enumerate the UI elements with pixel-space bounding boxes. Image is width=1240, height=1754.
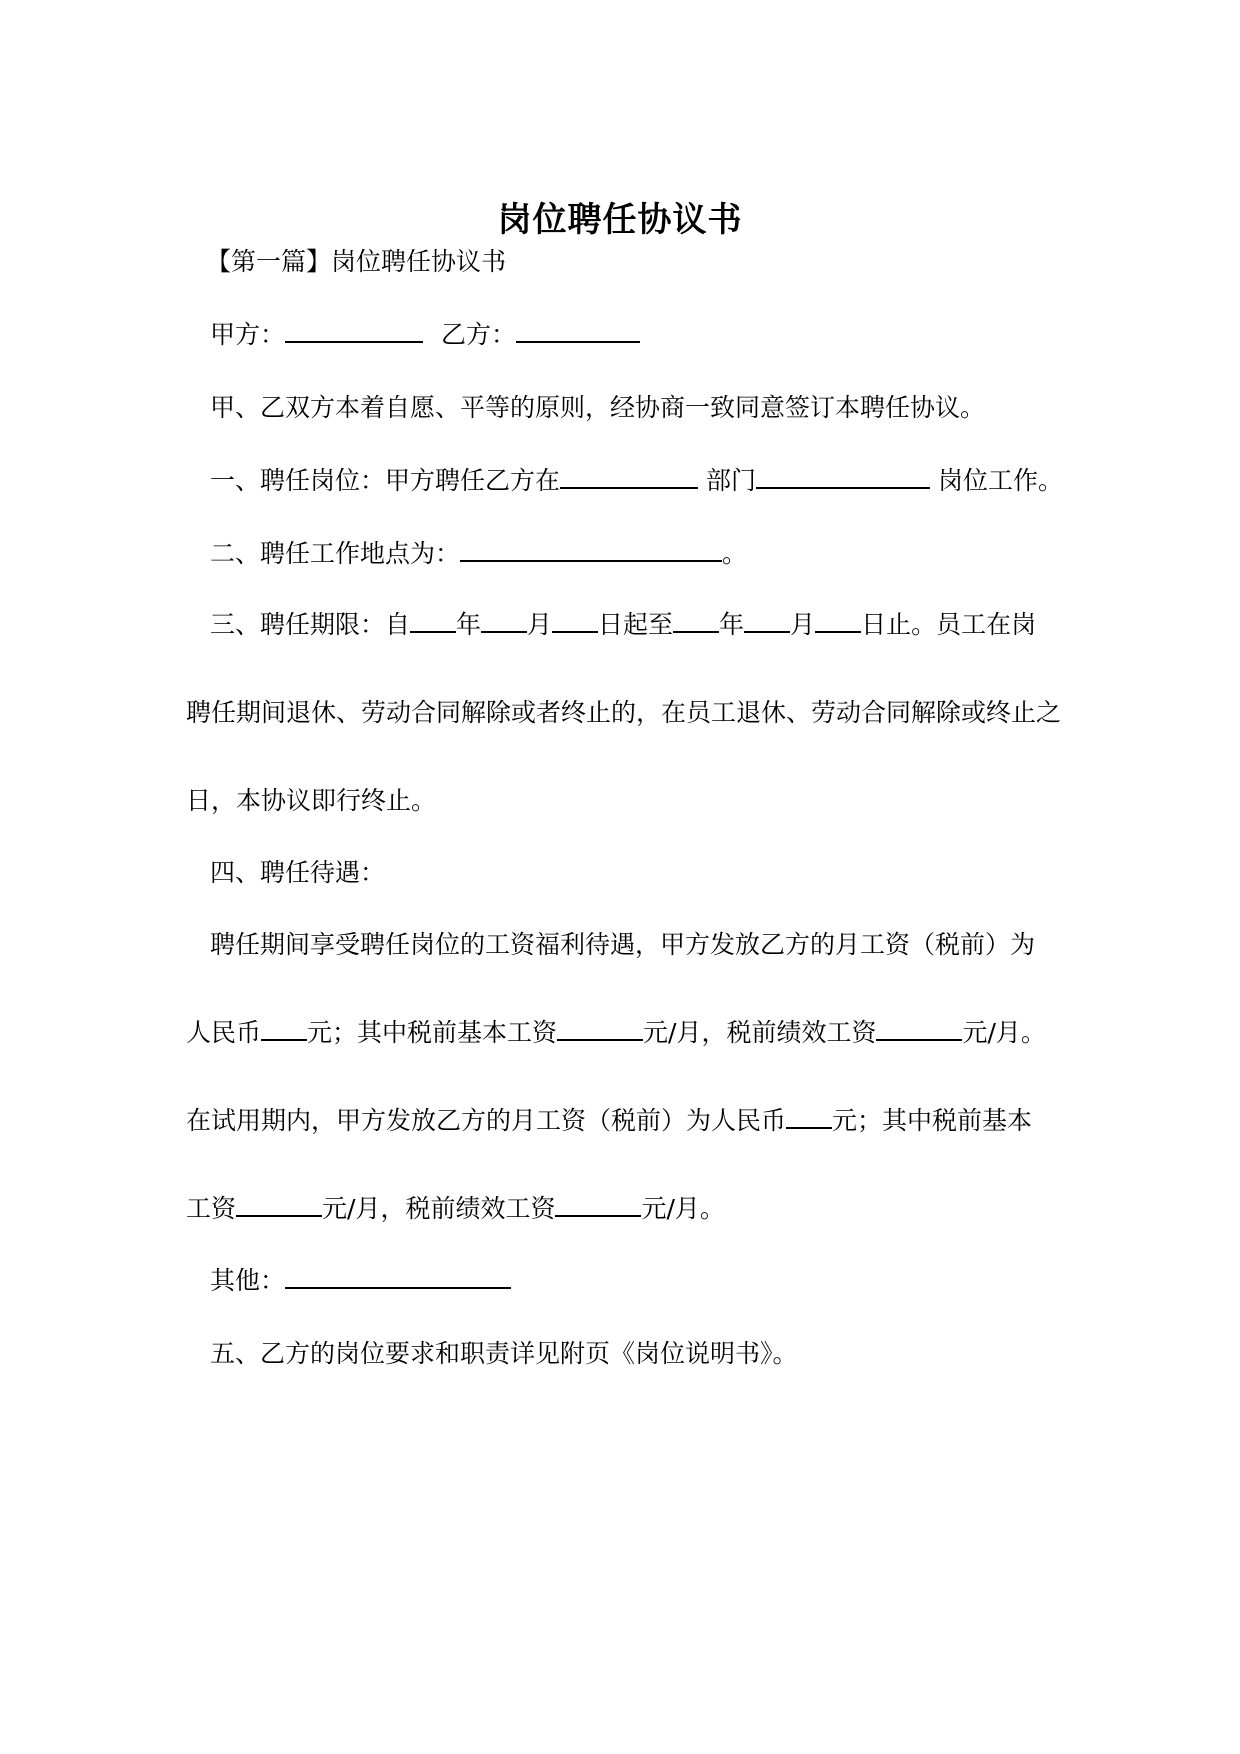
start-year-blank xyxy=(410,605,456,633)
clause-1 xyxy=(210,461,1063,501)
rmb-label: 人民币 xyxy=(186,1018,262,1047)
department-blank xyxy=(560,461,698,489)
clause-3-year2: 年 xyxy=(719,610,745,639)
position-blank xyxy=(756,461,930,489)
start-day-blank xyxy=(552,605,598,633)
clause-3-line-1 xyxy=(210,605,1036,645)
probation-performance-label: 元/月，税前绩效工资 xyxy=(322,1194,556,1223)
probation-base-label: 元；其中税前基本 xyxy=(832,1106,1033,1135)
clause-4-p2-line-1 xyxy=(186,1101,1032,1141)
clause-3-month1: 月 xyxy=(527,610,553,639)
salary-label: 工资 xyxy=(186,1194,237,1223)
workplace-blank xyxy=(460,534,722,562)
clause-1-prefix: 一、聘任岗位：甲方聘任乙方在 xyxy=(210,466,561,495)
clause-1-middle: 部门 xyxy=(705,466,756,495)
clause-4-p1-line-1: 聘任期间享受聘任岗位的工资福利待遇，甲方发放乙方的月工资（税前）为 xyxy=(210,930,1036,959)
base-salary-label: 元；其中税前基本工资 xyxy=(307,1018,558,1047)
document-title: 岗位聘任协议书 xyxy=(497,200,743,240)
clause-2-suffix: 。 xyxy=(722,539,748,568)
end-month-blank xyxy=(744,605,790,633)
intro-paragraph: 甲、乙双方本着自愿、平等的原则，经协商一致同意签订本聘任协议。 xyxy=(210,393,986,422)
clause-3-line-2: 聘任期间退休、劳动合同解除或者终止的，在员工退休、劳动合同解除或终止之 xyxy=(186,698,1062,727)
other-blank xyxy=(285,1261,511,1289)
clause-3-prefix: 三、聘任期限：自 xyxy=(210,610,411,639)
clause-4-p1-line-2 xyxy=(186,1013,1046,1053)
base-salary-blank xyxy=(557,1013,643,1041)
party-b-label: 乙方： xyxy=(441,320,517,349)
other-label: 其他： xyxy=(210,1266,286,1295)
clause-3-month2: 月 xyxy=(790,610,816,639)
probation-performance-blank xyxy=(555,1189,641,1217)
party-a-label: 甲方： xyxy=(210,320,286,349)
clause-5: 五、乙方的岗位要求和职责详见附页《岗位说明书》。 xyxy=(210,1339,798,1368)
parties-line xyxy=(210,315,640,355)
end-year-blank xyxy=(673,605,719,633)
document-subtitle: 【第一篇】岗位聘任协议书 xyxy=(206,247,507,276)
end-day-blank xyxy=(815,605,861,633)
party-b-blank xyxy=(516,315,640,343)
clause-4-p2-line-2 xyxy=(186,1189,725,1229)
probation-per-month-suffix: 元/月。 xyxy=(641,1194,725,1223)
party-a-blank xyxy=(285,315,423,343)
performance-salary-label: 元/月，税前绩效工资 xyxy=(643,1018,877,1047)
clause-2-prefix: 二、聘任工作地点为： xyxy=(210,539,461,568)
clause-3-line-3: 日，本协议即行终止。 xyxy=(186,786,437,815)
monthly-salary-blank xyxy=(261,1013,307,1041)
clause-2 xyxy=(210,534,747,574)
per-month-suffix: 元/月。 xyxy=(962,1018,1046,1047)
probation-base-blank xyxy=(236,1189,322,1217)
clause-3-year1: 年 xyxy=(456,610,482,639)
performance-salary-blank xyxy=(876,1013,962,1041)
clause-3-day2: 日止。员工在岗 xyxy=(861,610,1037,639)
probation-salary-blank xyxy=(786,1101,832,1129)
clause-3-day1: 日起至 xyxy=(598,610,674,639)
clause-1-suffix: 岗位工作。 xyxy=(937,466,1063,495)
other-line xyxy=(210,1261,511,1301)
probation-salary-label: 在试用期内，甲方发放乙方的月工资（税前）为人民币 xyxy=(186,1106,787,1135)
start-month-blank xyxy=(481,605,527,633)
clause-4-heading: 四、聘任待遇： xyxy=(210,858,386,887)
